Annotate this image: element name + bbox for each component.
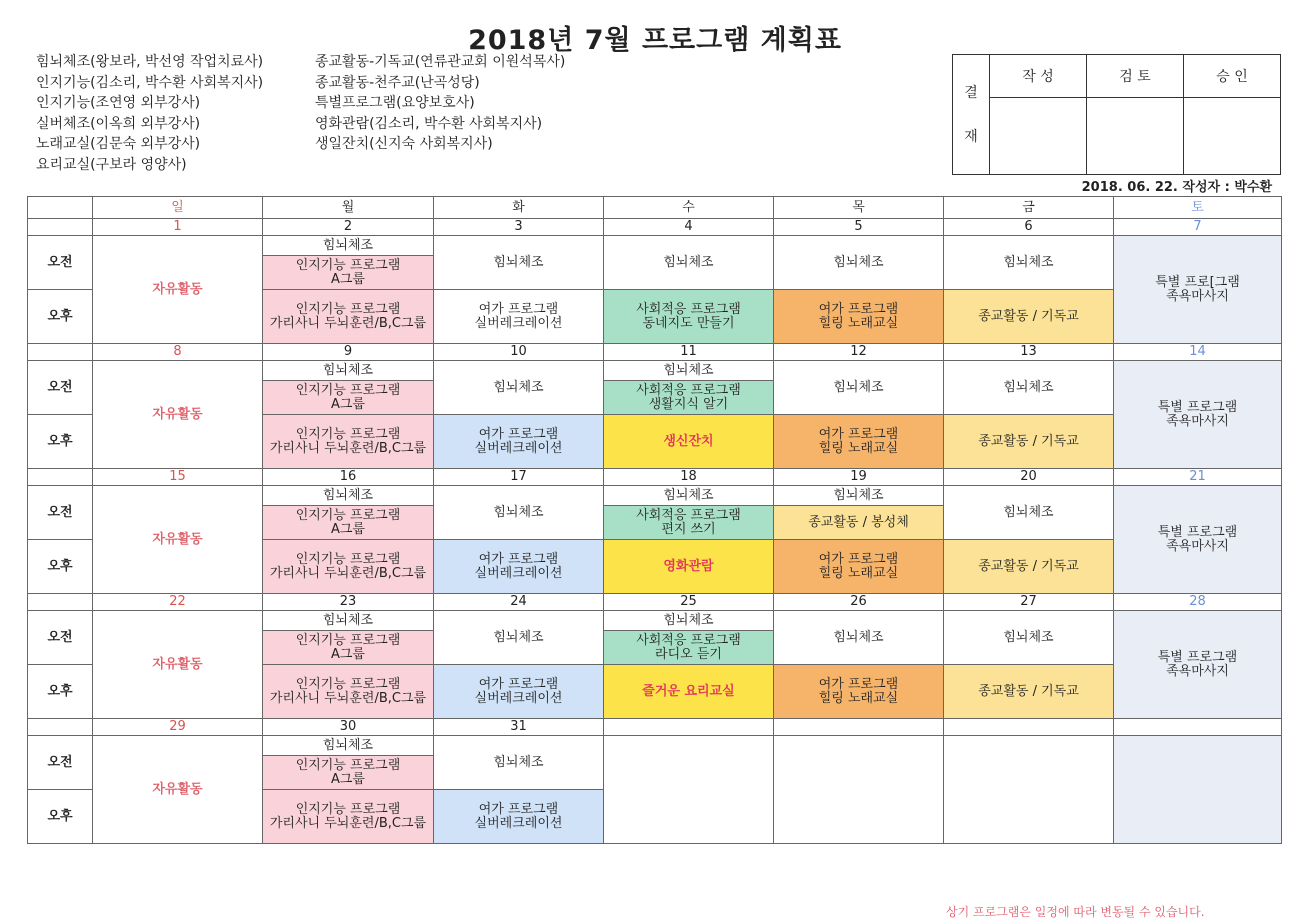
program-cognitive-a: 인지기능 프로그램 A그룹 xyxy=(263,506,434,540)
date-cell: 12 xyxy=(774,344,944,361)
date-cell: 2 xyxy=(263,219,434,236)
program-social: 사회적응 프로그램 라디오 듣기 xyxy=(604,631,774,665)
program-birthday: 생신잔치 xyxy=(604,415,774,469)
program-brain: 힘뇌체조 xyxy=(944,236,1114,290)
date-cell: 26 xyxy=(774,594,944,611)
approval-approve-signature xyxy=(1184,98,1281,175)
program-leisure-song: 여가 프로그램 힐링 노래교실 xyxy=(774,540,944,594)
program-leisure-silver: 여가 프로그램 실버레크레이션 xyxy=(434,665,604,719)
program-special: 특별 프로그램 족욕마사지 xyxy=(1114,486,1282,594)
approval-review: 검 토 xyxy=(1087,55,1184,98)
program-brain: 힘뇌체조 xyxy=(434,361,604,415)
approval-approve: 승 인 xyxy=(1184,55,1281,98)
program-brain: 힘뇌체조 xyxy=(944,486,1114,540)
program-cognitive-bc: 인지기능 프로그램 가리사니 두뇌훈련/B,C그룹 xyxy=(263,665,434,719)
date-cell: 25 xyxy=(604,594,774,611)
program-brain: 힘뇌체조 xyxy=(434,736,604,790)
approval-write-signature xyxy=(990,98,1087,175)
program-cognitive-a: 인지기능 프로그램 A그룹 xyxy=(263,631,434,665)
date-cell: 6 xyxy=(944,219,1114,236)
date-cell: 29 xyxy=(93,719,263,736)
program-brain: 힘뇌체조 xyxy=(944,361,1114,415)
program-cognitive-bc: 인지기능 프로그램 가리사니 두뇌훈련/B,C그룹 xyxy=(263,540,434,594)
program-brain: 힘뇌체조 xyxy=(604,236,774,290)
program-religion: 종교활동 / 봉성체 xyxy=(774,506,944,540)
date-cell: 23 xyxy=(263,594,434,611)
am-label: 오전 xyxy=(28,361,93,415)
date-cell xyxy=(1114,719,1282,736)
date-cell xyxy=(944,719,1114,736)
staff-item: 노래교실(김문숙 외부강사) xyxy=(36,136,201,152)
am-label: 오전 xyxy=(28,611,93,665)
weekday-sat: 토 xyxy=(1114,197,1282,219)
date-cell: 28 xyxy=(1114,594,1282,611)
schedule-table xyxy=(27,196,1282,844)
date-cell: 8 xyxy=(93,344,263,361)
program-free: 자유활동 xyxy=(93,611,263,719)
program-cognitive-a: 인지기능 프로그램 A그룹 xyxy=(263,381,434,415)
weekday-fri: 금 xyxy=(944,197,1114,219)
staff-item: 요리교실(구보라 영양사) xyxy=(36,156,187,173)
program-leisure-song: 여가 프로그램 힐링 노래교실 xyxy=(774,415,944,469)
program-cognitive-a: 인지기능 프로그램 A그룹 xyxy=(263,256,434,290)
date-cell: 3 xyxy=(434,219,604,236)
date-cell: 18 xyxy=(604,469,774,486)
program-religion: 종교활동 / 기독교 xyxy=(944,415,1114,469)
weekday-sun: 일 xyxy=(93,197,263,219)
date-cell: 4 xyxy=(604,219,774,236)
date-cell: 5 xyxy=(774,219,944,236)
program-free: 자유활동 xyxy=(93,486,263,594)
footnote: 상기 프로그램은 일정에 따라 변동될 수 있습니다. xyxy=(946,905,1205,919)
weekday-mon: 월 xyxy=(263,197,434,219)
date-cell: 19 xyxy=(774,469,944,486)
program-free: 자유활동 xyxy=(93,236,263,344)
weekday-thu: 목 xyxy=(774,197,944,219)
program-free: 자유활동 xyxy=(93,736,263,844)
staff-item: 영화관람(김소리, 박수환 사회복지사) xyxy=(315,115,543,132)
program-social: 사회적응 프로그램 동네지도 만들기 xyxy=(604,290,774,344)
date-cell: 11 xyxy=(604,344,774,361)
am-label: 오전 xyxy=(28,736,93,790)
staff-item: 인지기능(조연영 외부강사) xyxy=(36,95,201,111)
program-brain: 힘뇌체조 xyxy=(774,611,944,665)
staff-list-left xyxy=(36,52,263,175)
date-cell: 30 xyxy=(263,719,434,736)
program-brain: 힘뇌체조 xyxy=(263,486,434,506)
pm-label: 오후 xyxy=(28,540,93,594)
staff-item: 실버체조(이옥희 외부강사) xyxy=(36,115,201,132)
empty-cell xyxy=(944,736,1114,844)
pm-label: 오후 xyxy=(28,290,93,344)
date-cell: 22 xyxy=(93,594,263,611)
date-row xyxy=(28,719,1282,736)
date-cell: 21 xyxy=(1114,469,1282,486)
staff-list-right xyxy=(315,52,565,155)
am-label: 오전 xyxy=(28,486,93,540)
weekday-header-row xyxy=(28,197,1282,219)
staff-item: 종교활동-천주교(난곡성당) xyxy=(315,74,480,91)
program-social: 사회적응 프로그램 생활지식 알기 xyxy=(604,381,774,415)
staff-item: 생일잔치(신지숙 사회복지사) xyxy=(315,136,493,152)
program-brain: 힘뇌체조 xyxy=(774,361,944,415)
program-leisure-song: 여가 프로그램 힐링 노래교실 xyxy=(774,665,944,719)
program-special: 특별 프로그램 족욕마사지 xyxy=(1114,611,1282,719)
program-leisure-song: 여가 프로그램 힐링 노래교실 xyxy=(774,290,944,344)
empty-cell xyxy=(774,736,944,844)
date-cell: 20 xyxy=(944,469,1114,486)
date-row xyxy=(28,594,1282,611)
approval-write: 작 성 xyxy=(990,55,1087,98)
program-brain: 힘뇌체조 xyxy=(263,736,434,756)
pm-label: 오후 xyxy=(28,665,93,719)
date-row xyxy=(28,344,1282,361)
program-free: 자유활동 xyxy=(93,361,263,469)
date-cell: 27 xyxy=(944,594,1114,611)
date-cell: 15 xyxy=(93,469,263,486)
program-cognitive-bc: 인지기능 프로그램 가리사니 두뇌훈련/B,C그룹 xyxy=(263,415,434,469)
program-brain: 힘뇌체조 xyxy=(604,611,774,631)
program-brain: 힘뇌체조 xyxy=(434,486,604,540)
program-brain: 힘뇌체조 xyxy=(263,236,434,256)
date-cell xyxy=(604,719,774,736)
program-brain: 힘뇌체조 xyxy=(434,236,604,290)
program-leisure-silver: 여가 프로그램 실버레크레이션 xyxy=(434,540,604,594)
program-brain: 힘뇌체조 xyxy=(434,611,604,665)
am-label: 오전 xyxy=(28,236,93,290)
date-cell: 7 xyxy=(1114,219,1282,236)
pm-label: 오후 xyxy=(28,790,93,844)
program-brain: 힘뇌체조 xyxy=(263,361,434,381)
program-religion: 종교활동 / 기독교 xyxy=(944,290,1114,344)
date-cell: 17 xyxy=(434,469,604,486)
program-religion: 종교활동 / 기독교 xyxy=(944,540,1114,594)
program-leisure-silver: 여가 프로그램 실버레크레이션 xyxy=(434,790,604,844)
approval-review-signature xyxy=(1087,98,1184,175)
date-cell: 14 xyxy=(1114,344,1282,361)
date-cell: 31 xyxy=(434,719,604,736)
program-brain: 힘뇌체조 xyxy=(263,611,434,631)
staff-item: 힘뇌체조(왕보라, 박선영 작업치료사) xyxy=(36,54,264,70)
program-cognitive-bc: 인지기능 프로그램 가리사니 두뇌훈련/B,C그룹 xyxy=(263,290,434,344)
pm-label: 오후 xyxy=(28,415,93,469)
date-row xyxy=(28,469,1282,486)
program-special: 특별 프로그램 족욕마사지 xyxy=(1114,361,1282,469)
empty-cell xyxy=(604,736,774,844)
program-social: 사회적응 프로그램 편지 쓰기 xyxy=(604,506,774,540)
program-brain: 힘뇌체조 xyxy=(774,236,944,290)
date-cell: 13 xyxy=(944,344,1114,361)
author-meta: 2018. 06. 22. 작성자 : 박수환 xyxy=(1081,180,1272,195)
program-special: 특별 프로[그램 족욕마사지 xyxy=(1114,236,1282,344)
program-brain: 힘뇌체조 xyxy=(604,486,774,506)
date-cell: 16 xyxy=(263,469,434,486)
program-cognitive-bc: 인지기능 프로그램 가리사니 두뇌훈련/B,C그룹 xyxy=(263,790,434,844)
staff-item: 인지기능(김소리, 박수환 사회복지사) xyxy=(36,74,264,91)
program-leisure-silver: 여가 프로그램 실버레크레이션 xyxy=(434,290,604,344)
program-religion: 종교활동 / 기독교 xyxy=(944,665,1114,719)
weekday-wed: 수 xyxy=(604,197,774,219)
date-cell: 10 xyxy=(434,344,604,361)
program-brain: 힘뇌체조 xyxy=(774,486,944,506)
date-cell: 1 xyxy=(93,219,263,236)
approval-side-label: 결 재 xyxy=(953,55,990,175)
approval-box xyxy=(952,54,1281,175)
staff-item: 종교활동-기독교(연류관교회 이원석목사) xyxy=(315,54,566,70)
date-row xyxy=(28,219,1282,236)
program-cognitive-a: 인지기능 프로그램 A그룹 xyxy=(263,756,434,790)
program-movie: 영화관람 xyxy=(604,540,774,594)
program-cooking: 즐거운 요리교실 xyxy=(604,665,774,719)
date-cell: 24 xyxy=(434,594,604,611)
program-brain: 힘뇌체조 xyxy=(944,611,1114,665)
empty-cell xyxy=(1114,736,1282,844)
program-leisure-silver: 여가 프로그램 실버레크레이션 xyxy=(434,415,604,469)
weekday-tue: 화 xyxy=(434,197,604,219)
date-cell xyxy=(774,719,944,736)
page-title: 2018년 7월 프로그램 계획표 xyxy=(468,25,842,56)
date-cell: 9 xyxy=(263,344,434,361)
staff-item: 특별프로그램(요양보호사) xyxy=(315,95,475,111)
program-brain: 힘뇌체조 xyxy=(604,361,774,381)
